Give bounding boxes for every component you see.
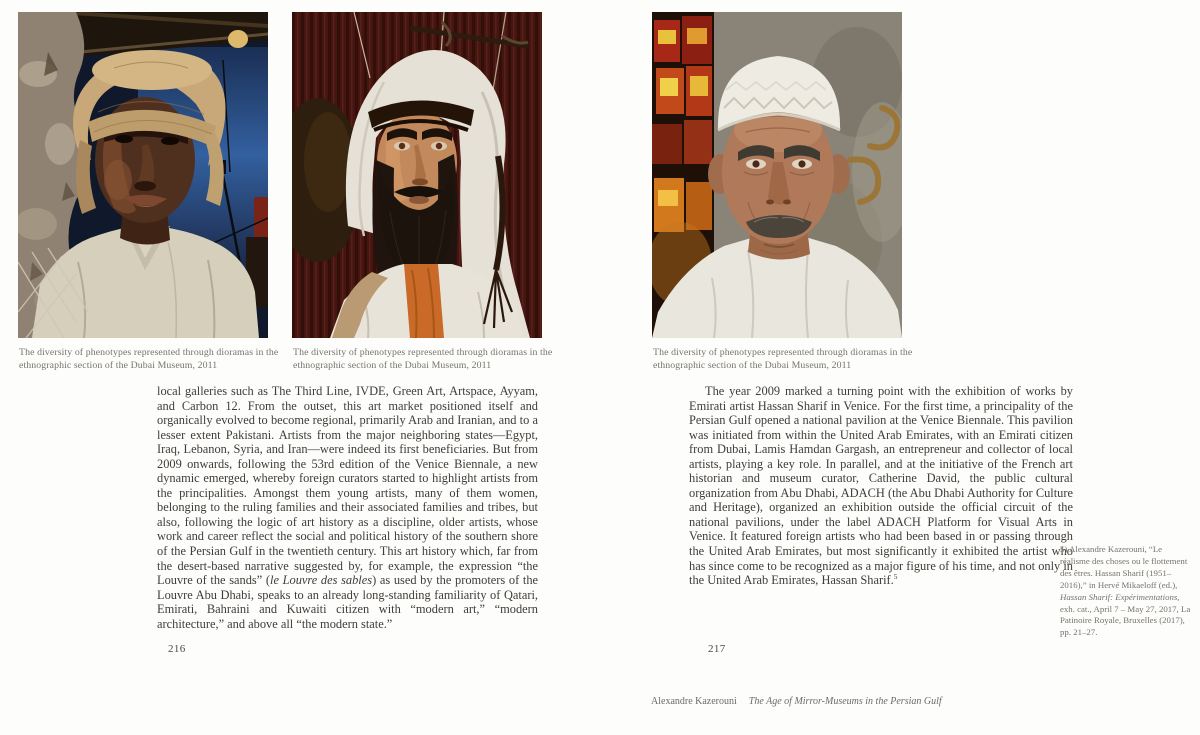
body-right-text: The year 2009 marked a turning point with the exhibition of works by Emirati artist Hassan Sharif in Venice. For the first time, a principality of the Persian Gulf opened a national pavilion at the Venice Biennale. This pavilion was initiated from within the United Arab Emirates, with an Emirati citizen from Dubai, Lamis Hamdan Gargash, an entrepreneur and collector of local artists, playing a key role. In parallel, and at the initiative of the French art historian and museum curator, Catherine David, the public cultural organization from Abu Dhabi, ADACH (the Abu Dhabi Authority for Culture and Heritage), organized an exhibition outside the official circuit of the national pavilions, under the label ADACH Platform for Visual Arts in Venice. It featured foreign artists who had been based in or passing through the United Arab Emirates, but most significantly it exhibited the artist who has since come to be recognized as a major figure of his time, and not only in the United Arab Emirates, Hassan Sharif.: [689, 384, 1073, 588]
running-footer-author: Alexandre Kazerouni: [651, 696, 737, 707]
page-number-216: 216: [168, 643, 186, 655]
diorama-photo-2-illustration: [292, 12, 542, 338]
footnote-5: [1060, 544, 1192, 639]
running-footer-title: The Age of Mirror-Museums in the Persian Gulf: [748, 696, 942, 707]
footnote-part2: exh. cat., April 7 – May 27, 2017, La Patinoire Royale, Bruxelles (2017), pp. 21–27.: [1060, 603, 1191, 638]
footnote-reference-5: 5: [893, 571, 898, 581]
photo-caption-3: The diversity of phenotypes represented through dioramas in the ethnographic section of the Dubai Museum, 2011: [653, 347, 913, 371]
diorama-photo-3-illustration: [652, 12, 902, 338]
footnote-part1: 5) Alexandre Kazerouni, “Le réalisme des choses ou le flottement des êtres. Hassan Sharif (1951–2016),” in Hervé Mikaeloff (ed.),: [1060, 544, 1188, 590]
running-footer: [651, 696, 942, 707]
body-left-part2: ) as used by the promoters of the Louvre Abu Dhabi, speaks to an already long-standing familiarity of Qatari, Emirati, Bahraini and Kuwaiti citizen with “modern art,” “modern architecture,” and above all “the modern state.”: [157, 573, 539, 631]
body-text-right-page: [689, 384, 1073, 588]
footnote-italic-title: Hassan Sharif: Expérimentations,: [1060, 591, 1180, 602]
photo-diorama-turban-figure: [18, 12, 268, 338]
photo-caption-2: The diversity of phenotypes represented through dioramas in the ethnographic section of the Dubai Museum, 2011: [293, 347, 553, 371]
photo-caption-1: The diversity of phenotypes represented through dioramas in the ethnographic section of the Dubai Museum, 2011: [19, 347, 279, 371]
photo-diorama-bearded-figure: [292, 12, 542, 338]
diorama-photo-1-illustration: [18, 12, 268, 338]
body-left-italic-phrase: le Louvre des sables: [270, 573, 373, 588]
body-text-left-page: [157, 384, 538, 631]
photo-diorama-shopkeeper-figure: [652, 12, 902, 338]
page-number-217: 217: [708, 643, 726, 655]
body-left-part1: local galleries such as The Third Line, IVDE, Green Art, Artspace, Ayyam, and Carbon 12. From the outset, this art market positioned itself and organically evolved to become regional, primarily Arab and Iranian, and to a lesser extent Pakistani. Artists from the major neighboring states—Egypt, Iraq, Lebanon, Syria, and Iran—were indeed its first beneficiaries. But from 2009 onwards, following the 53rd edition of the Venice Biennale, a new dynamic emerged, whereby foreign curators started to highlight artists from the principalities. Amongst them young artists, many of them women, belonging to the ruling families and their associated families and tribes, but also, following the logic of art history as a discipline, older artists, whose work and career reflect the social and political history of the southern shore of the Persian Gulf in the twentieth century. This art history which, far from the desert-based narrative suggested by, for example, the expression “the Louvre of the sands” (: [157, 384, 538, 588]
